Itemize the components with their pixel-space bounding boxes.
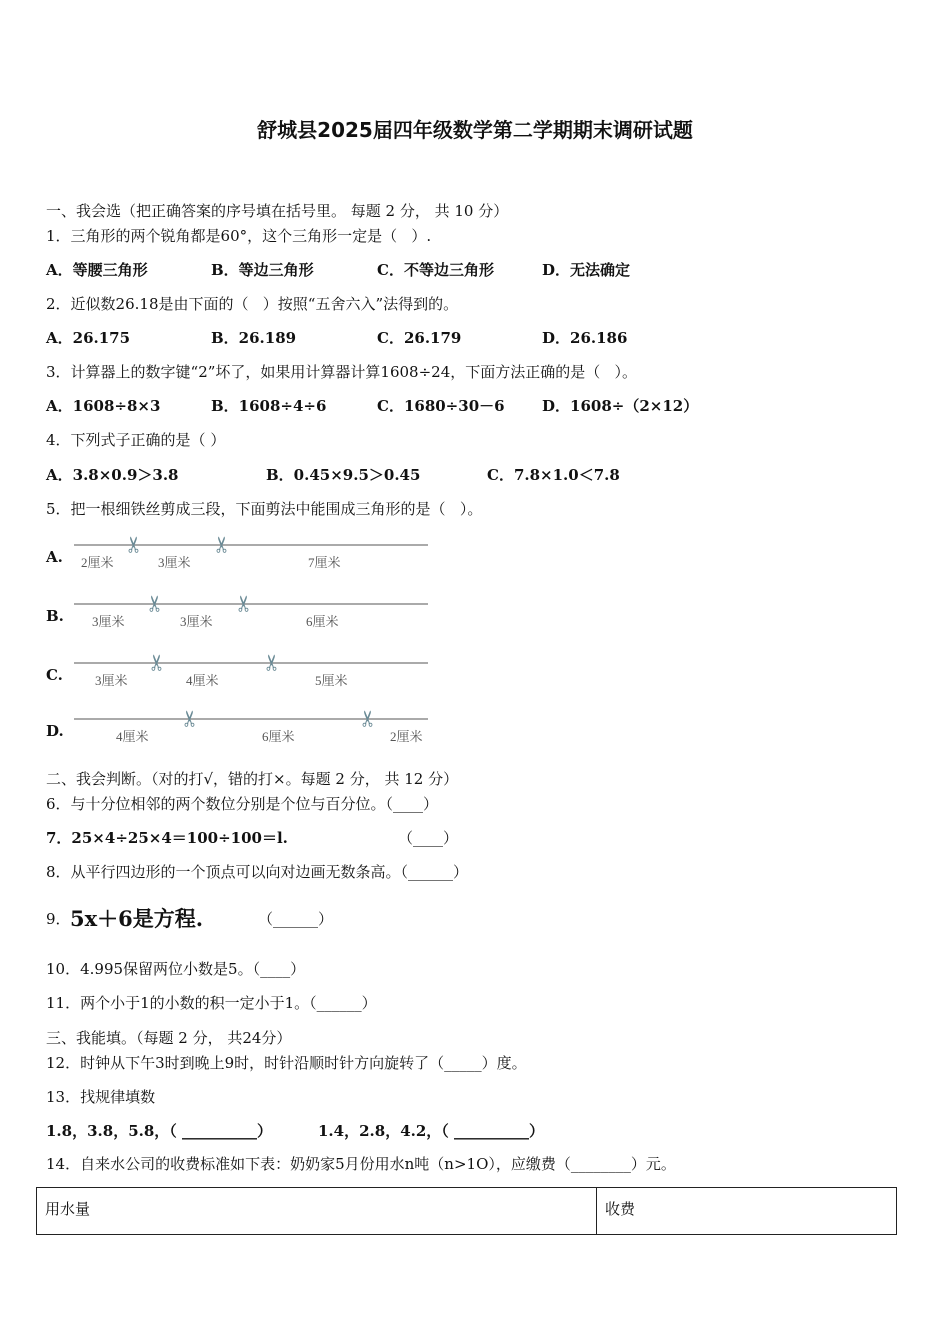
scissors-icon: ✂ (178, 709, 204, 728)
question-7: 7．25×4÷25×4＝100÷100＝l. (46, 829, 288, 847)
section-3-heading: 三、我能填。（每题 2 分， 共24分） (46, 1029, 292, 1047)
table-header-row (37, 1188, 897, 1235)
figure-letter: B. (46, 607, 64, 625)
question-6: 6．与十分位相邻的两个数位分别是个位与百分位。（____） (46, 795, 439, 813)
water-fee-table (36, 1187, 897, 1235)
segment-label: 4厘米 (116, 729, 149, 744)
q1-option-a: A．等腰三角形 (46, 261, 148, 279)
q2-option-a: A．26.175 (46, 329, 131, 347)
question-1: 1．三角形的两个锐角都是60°，这个三角形一定是（ ）. (46, 227, 432, 245)
question-11: 11．两个小于1的小数的积一定小于1。（______） (46, 994, 377, 1012)
segment-label: 3厘米 (92, 614, 125, 629)
q4-option-c: C．7.8×1.0＜7.8 (487, 466, 620, 484)
scissors-icon: ✂ (145, 653, 171, 672)
question-13: 13．找规律填数 (46, 1088, 156, 1106)
segment-label: 3厘米 (158, 555, 191, 570)
question-14: 14．自来水公司的收费标准如下表：奶奶家5月份用水n吨（n>1O），应缴费（________）元。 (46, 1155, 676, 1173)
question-3: 3．计算器上的数字键“2”坏了，如果用计算器计算1608÷24，下面方法正确的是（ ）。 (46, 363, 638, 381)
section-2-heading: 二、我会判断。（对的打√，错的打×。每题 2 分， 共 12 分） (46, 770, 459, 788)
q13-sequence-2: 1.4，2.8，4.2，（ __________） (318, 1122, 545, 1140)
q4-option-b: B．0.45×9.5＞0.45 (266, 466, 421, 484)
q3-option-d: D．1608÷（2×12） (542, 397, 699, 415)
q3-option-b: B．1608÷4÷6 (211, 397, 327, 415)
figure-letter: A. (46, 548, 63, 566)
question-5: 5．把一根细铁丝剪成三段，下面剪法中能围成三角形的是（ ）。 (46, 500, 483, 518)
q5-figure-d (46, 709, 436, 752)
question-8: 8．从平行四边形的一个顶点可以向对边画无数条高。（______） (46, 863, 469, 881)
q5-figure-b (46, 594, 436, 637)
q1-option-d: D．无法确定 (542, 261, 631, 279)
question-10: 10．4.995保留两位小数是5。（____） (46, 960, 306, 978)
segment-label: 6厘米 (262, 729, 295, 744)
scissors-icon: ✂ (122, 535, 148, 554)
page-title: 舒城县2025届四年级数学第二学期期末调研试题 (257, 118, 693, 142)
q2-option-d: D．26.186 (542, 329, 628, 347)
q13-sequence-1: 1.8，3.8，5.8，（ __________） (46, 1122, 273, 1140)
segment-label: 2厘米 (390, 729, 423, 744)
scissors-icon: ✂ (210, 535, 236, 554)
figure-letter: D. (46, 722, 64, 740)
segment-label: 4厘米 (186, 673, 219, 688)
header-fee: 收费 (597, 1188, 897, 1235)
section-1-heading: 一、我会选（把正确答案的序号填在括号里。 每题 2 分， 共 10 分） (46, 202, 509, 220)
q2-option-c: C．26.179 (377, 329, 462, 347)
segment-label: 3厘米 (180, 614, 213, 629)
segment-label: 3厘米 (95, 673, 128, 688)
question-9: 5x＋6是方程. (70, 906, 204, 931)
segment-label: 7厘米 (308, 555, 341, 570)
segment-label: 2厘米 (81, 555, 114, 570)
header-water-usage: 用水量 (37, 1188, 597, 1235)
scissors-icon: ✂ (356, 709, 382, 728)
scissors-icon: ✂ (260, 653, 286, 672)
q3-option-a: A．1608÷8×3 (46, 397, 161, 415)
segment-label: 6厘米 (306, 614, 339, 629)
q7-answer-blank: （____） (398, 829, 459, 847)
q1-option-c: C．不等边三角形 (377, 261, 494, 279)
q3-option-c: C．1680÷30－6 (377, 397, 505, 415)
segment-label: 5厘米 (315, 673, 348, 688)
q2-option-b: B．26.189 (211, 329, 297, 347)
q9-answer-blank: （______） (258, 910, 334, 928)
wire-line (74, 662, 428, 664)
q5-figure-c (46, 653, 436, 696)
question-4: 4．下列式子正确的是（ ） (46, 431, 226, 449)
q1-option-b: B．等边三角形 (211, 261, 314, 279)
scissors-icon: ✂ (143, 594, 169, 613)
question-12: 12．时钟从下午3时到晚上9时，时针沿顺时针方向旋转了（_____）度。 (46, 1054, 527, 1072)
q9-number: 9． (46, 910, 71, 928)
q4-option-a: A．3.8×0.9＞3.8 (46, 466, 179, 484)
figure-letter: C. (46, 666, 63, 684)
scissors-icon: ✂ (232, 594, 258, 613)
question-2: 2．近似数26.18是由下面的（ ）按照“五舍六入”法得到的。 (46, 295, 459, 313)
q5-figure-a (46, 535, 436, 578)
